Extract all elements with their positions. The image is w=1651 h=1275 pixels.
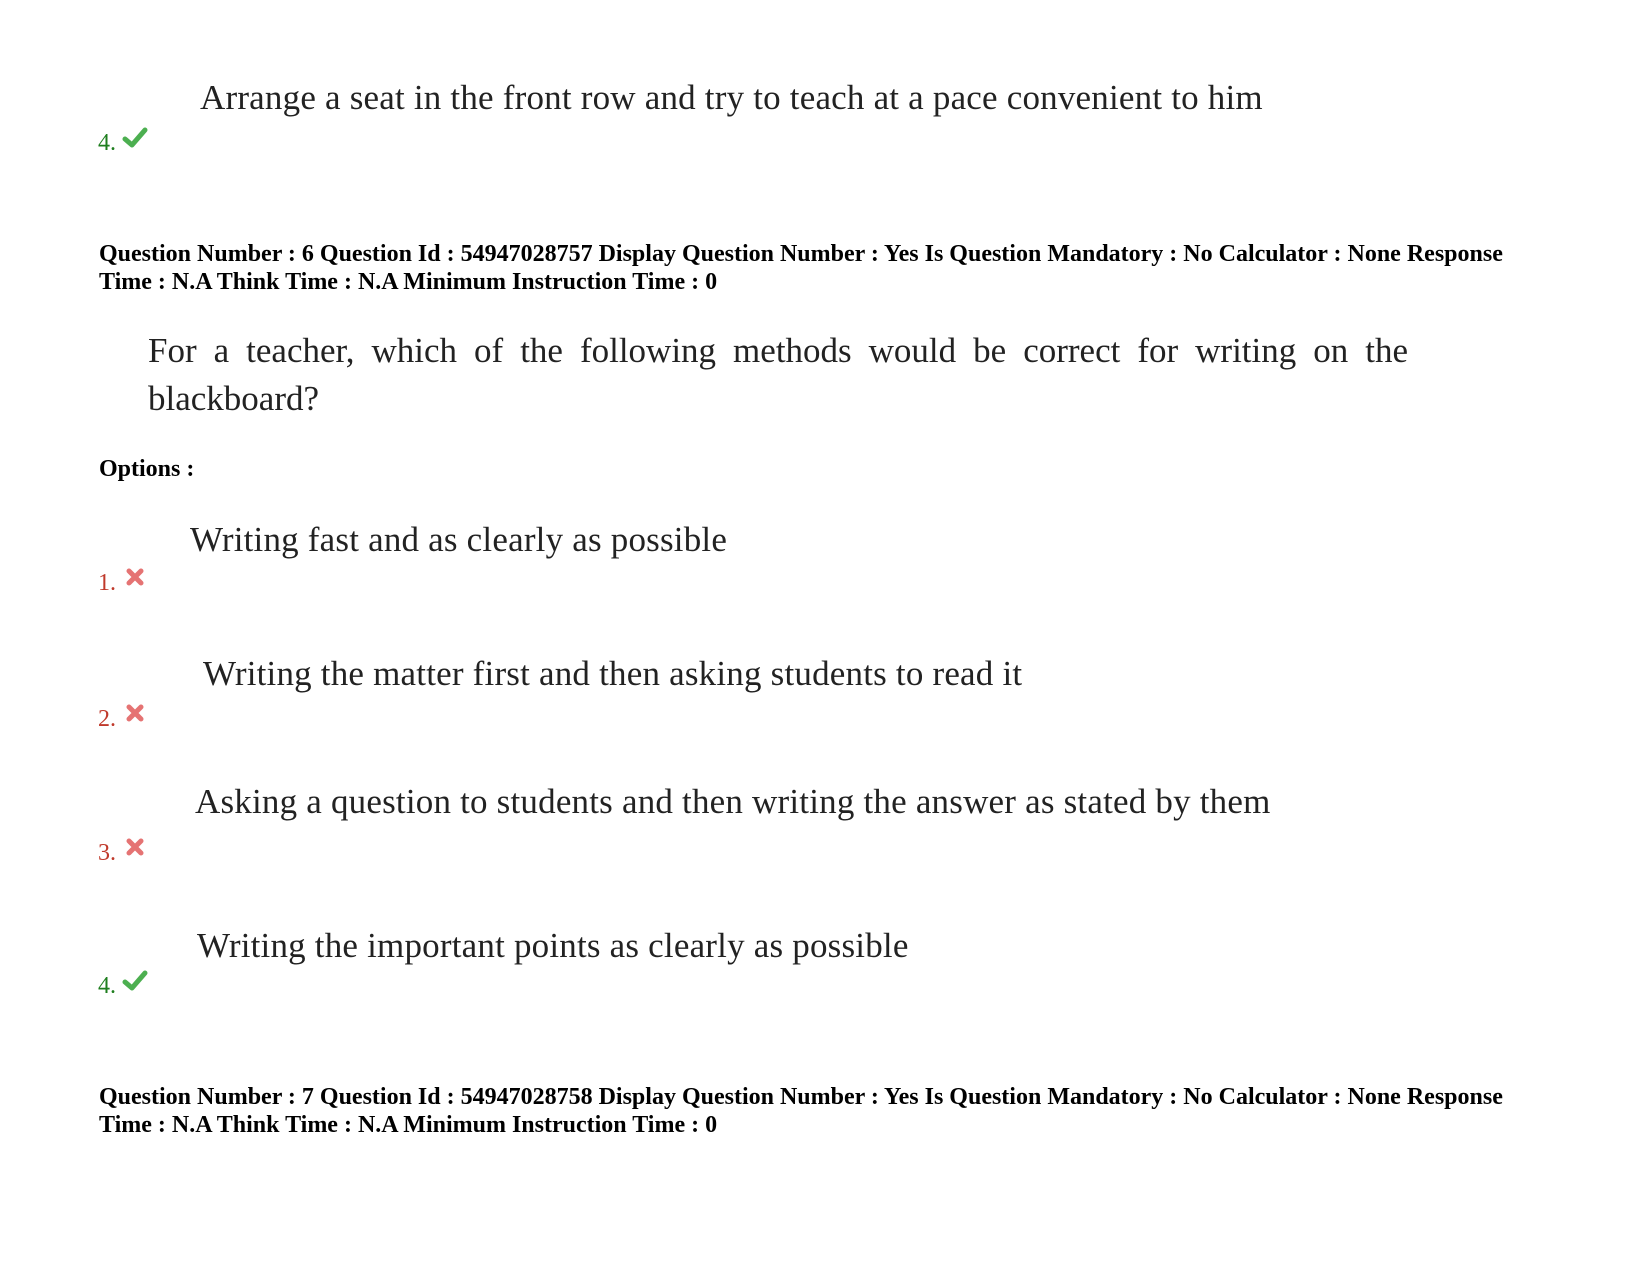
option-number: 2.: [98, 706, 116, 732]
cross-icon: [122, 701, 148, 727]
metadata-line-1: Question Number : 6 Question Id : 54947028757 Display Question Number : Yes Is Question Mandatory : No Calculator : None Response: [99, 241, 1503, 267]
question-7-metadata: [99, 1083, 1579, 1139]
option-number: 4.: [98, 973, 116, 999]
prev-option-4-text: Arrange a seat in the front row and try to teach at a pace convenient to him: [200, 78, 1263, 117]
option-4-text: Writing the important points as clearly as possible: [197, 926, 909, 965]
checkmark-icon: [122, 125, 148, 151]
option-number: 1.: [98, 570, 116, 596]
cross-icon: [122, 565, 148, 591]
option-number: 3.: [98, 840, 116, 866]
option-1-number: [98, 570, 148, 597]
option-1-text: Writing fast and as clearly as possible: [190, 520, 728, 559]
metadata-line-2: Time : N.A Think Time : N.A Minimum Instruction Time : 0: [99, 269, 718, 295]
metadata-line-1: Question Number : 7 Question Id : 54947028758 Display Question Number : Yes Is Question Mandatory : No Calculator : None Response: [99, 1084, 1503, 1110]
option-3-text: Asking a question to students and then writing the answer as stated by them: [195, 782, 1271, 821]
question-6-metadata: [99, 240, 1579, 296]
question-6-text: For a teacher, which of the following methods would be correct for writing on the blackboard?: [148, 331, 1408, 418]
checkmark-icon: [122, 968, 148, 994]
option-number: 4.: [98, 130, 116, 156]
option-2-number: [98, 706, 148, 733]
option-4-number: [98, 973, 148, 1000]
option-3-number: [98, 840, 148, 867]
options-label: Options :: [99, 456, 195, 482]
option-2-text: Writing the matter first and then asking students to read it: [203, 654, 1023, 693]
metadata-line-2: Time : N.A Think Time : N.A Minimum Instruction Time : 0: [99, 1112, 718, 1138]
prev-option-4-number: [98, 130, 148, 157]
cross-icon: [122, 835, 148, 861]
